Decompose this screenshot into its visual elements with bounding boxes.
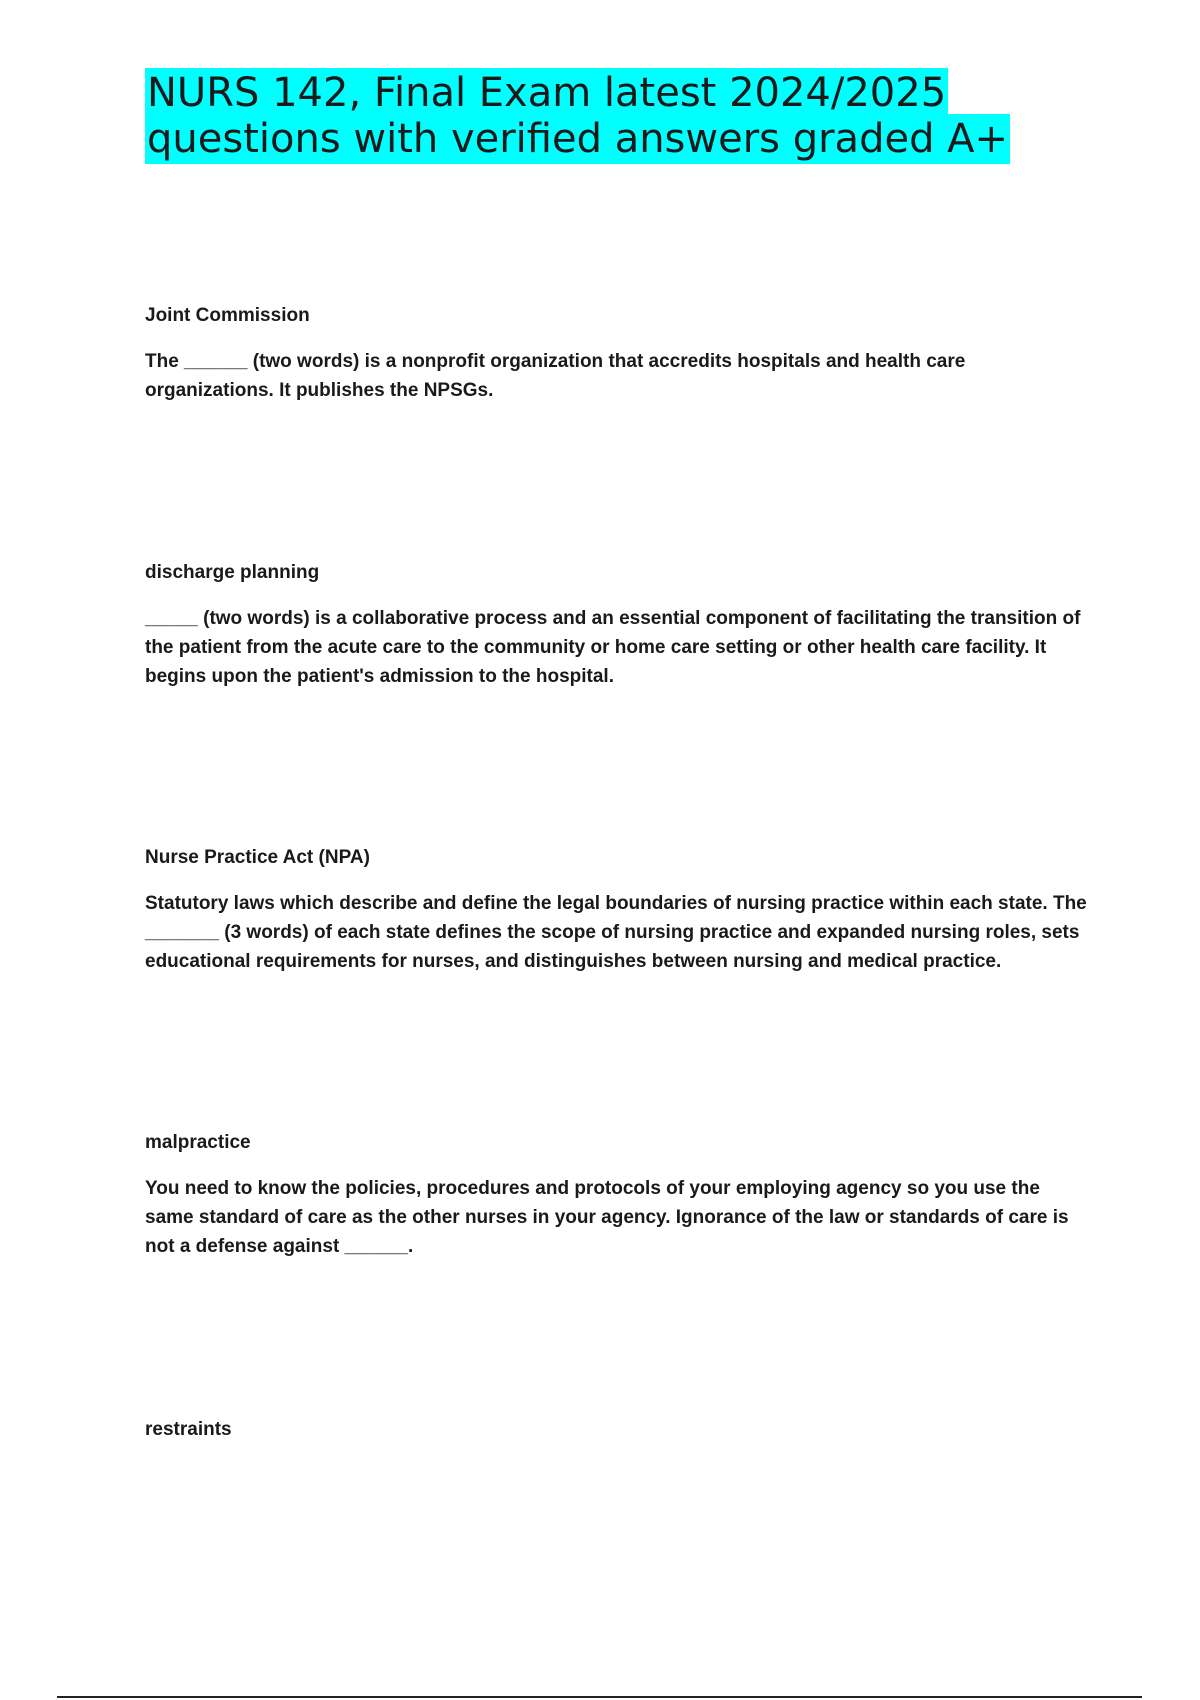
flashcard-term: discharge planning bbox=[145, 562, 320, 583]
flashcard-term: malpractice bbox=[145, 1132, 251, 1153]
flashcard bbox=[145, 845, 1090, 976]
page-footer-divider bbox=[57, 1696, 1142, 1698]
flashcard bbox=[145, 1130, 1090, 1261]
document-title bbox=[145, 70, 1045, 162]
flashcard-term: Joint Commission bbox=[145, 305, 310, 326]
flashcard bbox=[145, 560, 1090, 691]
flashcard bbox=[145, 303, 1090, 405]
flashcard-term: restraints bbox=[145, 1419, 232, 1440]
flashcard-definition: The ______ (two words) is a nonprofit organization that accredits hospitals and health care organizations. It publishes the NPSGs. bbox=[145, 351, 966, 401]
flashcard-term: Nurse Practice Act (NPA) bbox=[145, 847, 370, 868]
flashcard bbox=[145, 1417, 1090, 1461]
flashcard-definition: Statutory laws which describe and define the legal boundaries of nursing practice within each state. The _______ (3 words) of each state defines the scope of nursing practice and expanded nursing roles, sets educational requirements for nurses, and distinguishes between nursing and medical practice. bbox=[145, 893, 1087, 972]
document-title-text: NURS 142, Final Exam latest 2024/2025 questions with verified answers graded A+ bbox=[147, 70, 1009, 162]
flashcard-definition: _____ (two words) is a collaborative process and an essential component of facilitating the transition of the patient from the acute care to the community or home care setting or other health care facility. It begins upon the patient's admission to the hospital. bbox=[145, 608, 1081, 687]
flashcard-definition: You need to know the policies, procedures and protocols of your employing agency so you use the same standard of care as the other nurses in your agency. Ignorance of the law or standards of care is not a defense against ______. bbox=[145, 1178, 1069, 1257]
